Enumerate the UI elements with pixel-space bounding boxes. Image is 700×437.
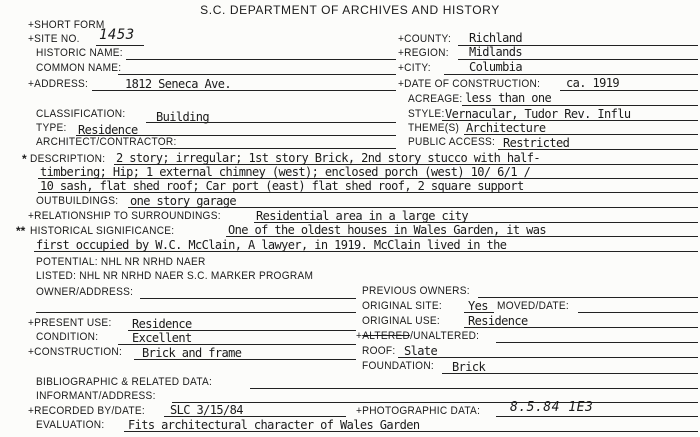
roof-value: Slate [404,344,438,358]
county-label: +COUNTY: [398,33,452,45]
architect-line [160,148,396,149]
city-line [444,74,698,75]
potential-label: POTENTIAL: NHL NR NRHD NAER [36,256,206,268]
owner-address-line [140,298,356,299]
biblio-line [250,388,698,389]
photographic-label: +PHOTOGRAPHIC DATA: [356,405,481,417]
outbuildings-label: OUTBUILDINGS: [36,195,119,207]
significance-label: HISTORICAL SIGNIFICANCE: [30,225,175,237]
themes-label: THEME(S) [408,122,460,134]
original-use-line [464,327,698,328]
description-line-2: timbering; Hip; 1 external chimney (west); enclosed porch (west) 10/ 6/1 / [40,165,531,179]
construction-value: Brick and frame [142,346,242,360]
classification-value: Building [156,110,209,124]
relationship-label: +RELATIONSHIP TO SURROUNDINGS: [28,210,221,222]
roof-label: ROOF: [362,345,396,357]
biblio-label: BIBLIOGRAPHIC & RELATED DATA: [36,376,213,388]
description-line-1: 2 story; irregular; 1st story Brick, 2nd story stucco with half- [116,151,540,165]
date-construction-label: +DATE OF CONSTRUCTION: [398,78,541,90]
address-line [92,90,396,91]
recorded-value: SLC 3/15/84 [170,403,243,417]
relationship-value: Residential area in a large city [256,209,468,223]
public-access-value: Restricted [503,136,570,150]
original-site-label: ORIGINAL SITE: [362,300,442,312]
roof-line [398,357,698,358]
owner-address-label: OWNER/ADDRESS: [36,286,134,298]
significance-rule-1 [226,236,698,237]
altered-label: +ALTERED/UNALTERED: [356,330,480,342]
date-construction-line [560,90,698,91]
acreage-label: ACREAGE: [408,93,463,105]
classification-label: CLASSIFICATION: [36,108,126,120]
architect-label: ARCHITECT/CONTRACTOR: [36,136,177,148]
historic-name-label: HISTORIC NAME: [36,47,123,59]
outbuildings-value: one story garage [130,194,236,208]
construction-label: +CONSTRUCTION: [28,346,123,358]
site-no-line [96,45,144,46]
city-value: Columbia [469,60,522,74]
region-label: +REGION: [398,47,449,59]
significance-rule-2 [34,251,698,252]
photographic-line [496,416,698,417]
acreage-line [462,105,698,106]
public-access-label: PUBLIC ACCESS: [408,136,496,148]
original-site-value: Yes [468,299,488,313]
short-form-label: +SHORT FORM [28,19,105,31]
moved-date-label: MOVED/DATE: [497,300,570,312]
present-use-label: +PRESENT USE: [28,317,112,329]
site-no-label: +SITE NO. [28,33,80,45]
description-label: DESCRIPTION: [30,153,106,165]
address-value: 1812 Seneca Ave. [125,77,231,91]
moved-date-line [578,312,698,313]
owner-address-line-2 [36,312,356,313]
historic-name-line [126,59,396,60]
original-site-line [464,312,494,313]
type-label: TYPE: [36,122,67,134]
site-no-value: 1453 [99,27,135,43]
city-label: +CITY: [398,62,431,74]
region-value: Midlands [469,45,522,59]
photographic-value: 8.5.84 1E3 [510,400,594,415]
condition-label: CONDITION: [36,331,99,343]
recorded-line [164,416,346,417]
date-construction-value: ca. 1919 [566,76,619,90]
double-asterisk-mark: ** [16,224,26,238]
type-value: Residence [78,123,138,137]
condition-value: Excellent [132,331,192,345]
classification-line [146,122,396,123]
county-value: Richland [469,31,522,45]
style-value: Vernacular, Tudor Rev. Influ [445,107,631,121]
evaluation-line [124,431,698,432]
altered-line [496,342,698,343]
informant-label: INFORMANT/ADDRESS: [36,390,156,402]
construction-line [134,359,356,360]
common-name-line [118,74,396,75]
public-access-line [498,149,698,150]
foundation-value: Brick [452,360,486,374]
style-label: STYLE: [408,108,445,120]
themes-value: Architecture [466,121,546,135]
evaluation-label: EVALUATION: [36,419,105,431]
original-use-value: Residence [468,314,528,328]
description-line-3: 10 sash, flat shed roof; Car port (east) flat shed roof, 2 square support [40,179,524,193]
significance-line-1: One of the oldest houses in Wales Garden, it was [228,223,546,237]
previous-owners-line [478,297,698,298]
form-header: S.C. DEPARTMENT OF ARCHIVES AND HISTORY [200,3,500,17]
informant-line [172,402,698,403]
outbuildings-line [128,207,698,208]
foundation-line [442,373,698,374]
asterisk-mark: * [22,152,27,166]
original-use-label: ORIGINAL USE: [362,315,441,327]
themes-line [464,134,698,135]
evaluation-value: Fits architectural character of Wales Garden [128,418,420,432]
description-rule-3 [38,192,698,193]
significance-line-2: first occupied by W.C. McClain, A lawyer, in 1919. McClain lived in the [36,238,507,252]
present-use-value: Residence [132,317,192,331]
acreage-value: less than one [465,91,552,105]
address-label: +ADDRESS: [28,78,89,90]
condition-line [118,344,356,345]
previous-owners-label: PREVIOUS OWNERS: [362,285,470,297]
recorded-label: +RECORDED BY/DATE: [28,405,145,417]
common-name-label: COMMON NAME: [36,62,122,74]
foundation-label: FOUNDATION: [362,360,435,372]
listed-label: LISTED: NHL NR NRHD NAER S.C. MARKER PROGRAM [36,270,314,282]
